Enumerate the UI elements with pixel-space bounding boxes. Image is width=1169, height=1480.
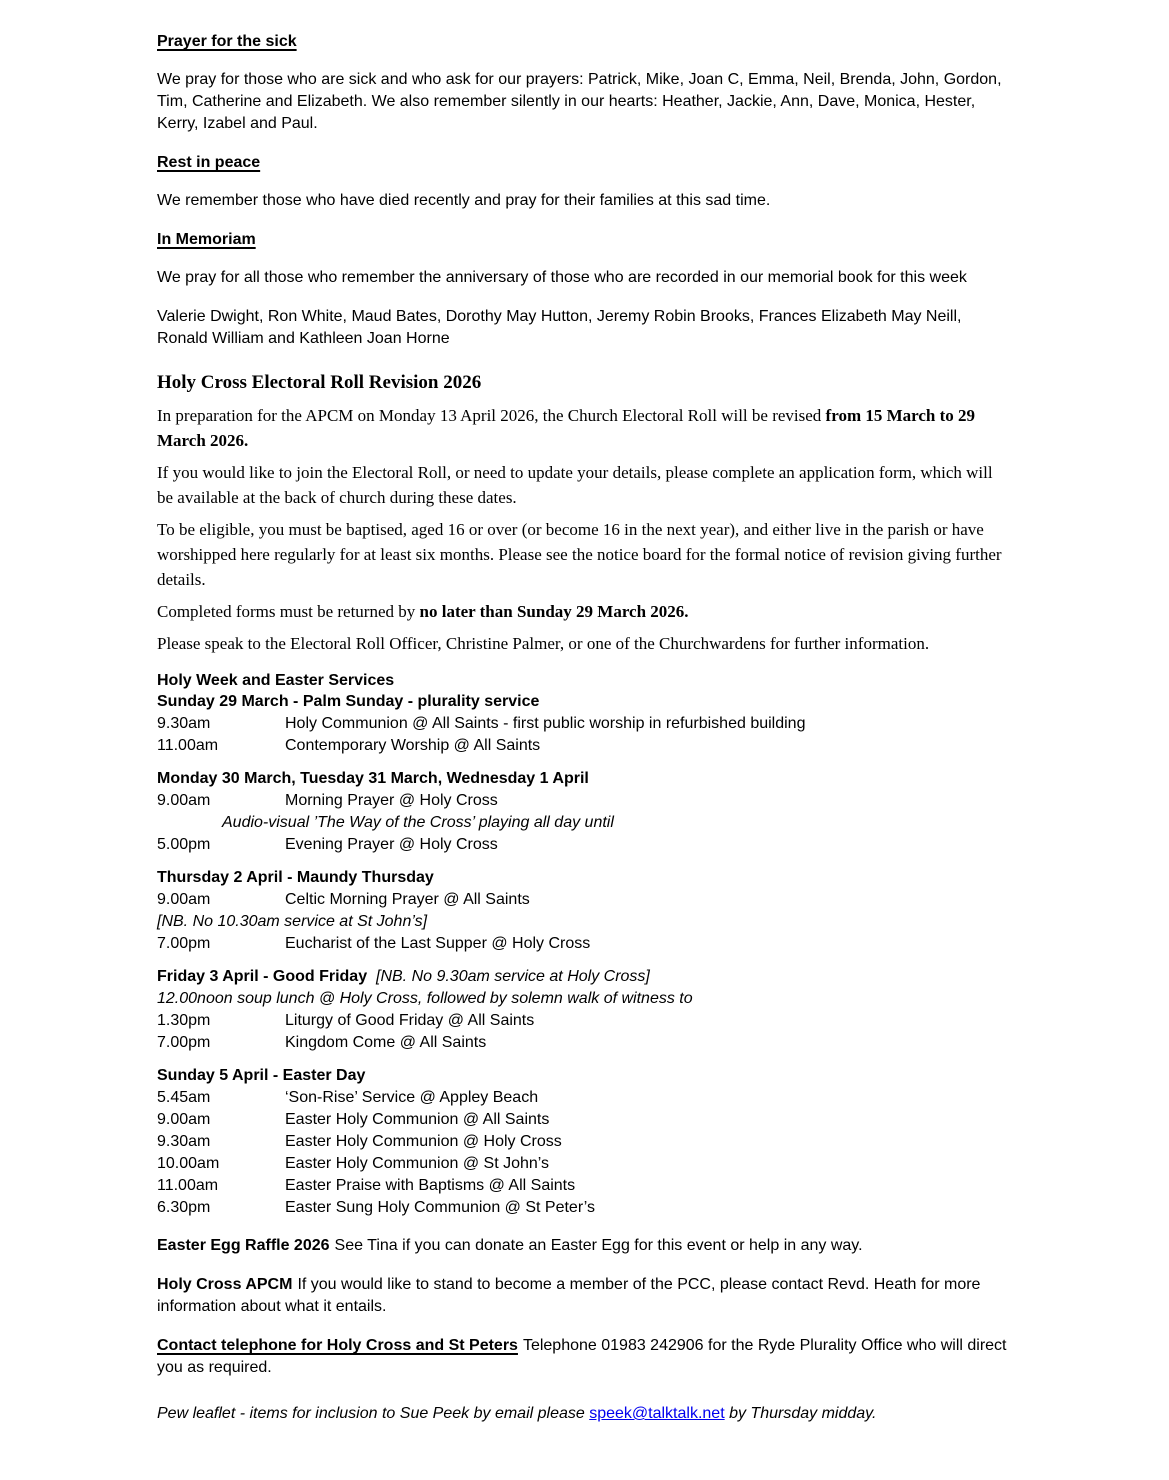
service-time: 9.00am xyxy=(157,1111,211,1128)
service-time: 7.00pm xyxy=(157,1034,211,1051)
electoral-p4-text: Completed forms must be returned by xyxy=(157,602,420,621)
service-group-easter-day xyxy=(157,1065,1012,1219)
service-note-st-johns: [NB. No 10.30am service at St John’s] xyxy=(157,913,428,930)
service-description: Easter Holy Communion @ All Saints xyxy=(285,1111,550,1128)
service-description: Easter Holy Communion @ St John’s xyxy=(285,1155,550,1172)
service-row xyxy=(157,834,1012,856)
service-group-maundy-thursday xyxy=(157,867,1012,955)
service-row xyxy=(157,1175,1012,1197)
service-row xyxy=(157,933,1012,955)
pew-leaflet-note xyxy=(157,1403,1012,1425)
service-row xyxy=(157,889,1012,911)
service-group-title: Sunday 5 April - Easter Day xyxy=(157,1067,366,1084)
service-time: 5.45am xyxy=(157,1089,211,1106)
easter-egg-raffle-text: See Tina if you can donate an Easter Egg for this event or help in any way. xyxy=(334,1237,863,1254)
service-description: Morning Prayer @ Holy Cross xyxy=(285,792,498,809)
service-description: Easter Sung Holy Communion @ St Peter’s xyxy=(285,1199,596,1216)
service-row xyxy=(157,1197,1012,1219)
service-group-title: Sunday 29 March - Palm Sunday - plurality service xyxy=(157,693,540,710)
service-group-title xyxy=(157,966,1012,988)
service-description: Easter Praise with Baptisms @ All Saints xyxy=(285,1177,576,1194)
prayer-for-sick-heading: Prayer for the sick xyxy=(157,33,297,50)
service-time: 9.30am xyxy=(157,715,211,732)
service-description: Celtic Morning Prayer @ All Saints xyxy=(285,891,530,908)
pew-leaflet-text-pre: Pew leaflet - items for inclusion to Sue Peek by email please xyxy=(157,1405,590,1422)
service-description: Liturgy of Good Friday @ All Saints xyxy=(285,1012,535,1029)
service-group-good-friday xyxy=(157,966,1012,1054)
service-time: 10.00am xyxy=(157,1155,220,1172)
service-time: 9.00am xyxy=(157,891,211,908)
contact-telephone-lead: Contact telephone for Holy Cross and St Peters xyxy=(157,1337,518,1354)
service-time: 7.00pm xyxy=(157,935,211,952)
rest-in-peace-heading: Rest in peace xyxy=(157,154,261,171)
service-group-monday-wednesday xyxy=(157,768,1012,856)
email-link[interactable]: speek@talktalk.net xyxy=(589,1405,725,1422)
service-description: ‘Son-Rise’ Service @ Appley Beach xyxy=(285,1089,539,1106)
service-time: 9.00am xyxy=(157,792,211,809)
electoral-roll-paragraph-4 xyxy=(157,599,1012,624)
service-description: Evening Prayer @ Holy Cross xyxy=(285,836,498,853)
in-memoriam-text: We pray for all those who remember the anniversary of those who are recorded in our memorial book for this week xyxy=(157,269,967,286)
service-time: 1.30pm xyxy=(157,1012,211,1029)
service-row xyxy=(157,1032,1012,1054)
service-row xyxy=(157,1087,1012,1109)
service-row xyxy=(157,735,1012,757)
group-title-text: Friday 3 April - Good Friday xyxy=(157,968,368,985)
apcm-text: If you would like to stand to become a member of the PCC, please contact Revd. Heath for more information about what it entails. xyxy=(157,1276,981,1315)
electoral-roll-paragraph-2: If you would like to join the Electoral Roll, or need to update your details, please complete an application form, which will be available at the back of church during these dates. xyxy=(157,463,993,507)
service-row xyxy=(157,1131,1012,1153)
in-memoriam-names: Valerie Dwight, Ron White, Maud Bates, Dorothy May Hutton, Jeremy Robin Brooks, Frances Elizabeth May Neill, Ronald William and Kathleen Joan Horne xyxy=(157,308,962,347)
prayer-for-sick-text: We pray for those who are sick and who ask for our prayers: Patrick, Mike, Joan C, Emma, Neil, Brenda, John, Gordon, Tim, Catherine and Elizabeth. We also remember silently in our hearts: Heather, Jackie, Ann, Dave, Monica, Hester, Kerry, Izabel and Paul. xyxy=(157,71,1002,132)
electoral-roll-paragraph-3: To be eligible, you must be baptised, aged 16 or over (or become 16 in the next year), and either live in the parish or have worshipped here regularly for at least six months. Please see the notice board for the formal notice of revision giving further details. xyxy=(157,520,1002,589)
service-row xyxy=(157,1153,1012,1175)
service-note-audio-visual: Audio-visual ’The Way of the Cross’ playing all day until xyxy=(222,814,614,831)
service-row xyxy=(157,1010,1012,1032)
electoral-roll-paragraph-5: Please speak to the Electoral Roll Officer, Christine Palmer, or one of the Churchwardens for further information. xyxy=(157,634,930,653)
electoral-roll-paragraph-1 xyxy=(157,403,1012,453)
service-row xyxy=(157,713,1012,735)
in-memoriam-heading: In Memoriam xyxy=(157,231,256,248)
electoral-p1-text: In preparation for the APCM on Monday 13 April 2026, the Church Electoral Roll will be revised xyxy=(157,406,826,425)
service-time: 9.30am xyxy=(157,1133,211,1150)
electoral-p1-bold-dates: from 15 March to 29 March 2026. xyxy=(157,406,976,450)
service-row xyxy=(157,790,1012,812)
service-group-title: Monday 30 March, Tuesday 31 March, Wednesday 1 April xyxy=(157,770,589,787)
service-row xyxy=(157,1109,1012,1131)
service-group-title: Thursday 2 April - Maundy Thursday xyxy=(157,869,434,886)
service-time: 11.00am xyxy=(157,737,219,754)
service-description: Easter Holy Communion @ Holy Cross xyxy=(285,1133,562,1150)
service-time: 11.00am xyxy=(157,1177,219,1194)
easter-egg-raffle-paragraph xyxy=(157,1235,1012,1257)
service-note-soup-lunch: 12.00noon soup lunch @ Holy Cross, followed by solemn walk of witness to xyxy=(157,990,693,1007)
service-time: 5.00pm xyxy=(157,836,211,853)
services-heading: Holy Week and Easter Services xyxy=(157,672,395,689)
service-group-palm-sunday xyxy=(157,691,1012,757)
contact-telephone-text: Telephone 01983 242906 for the Ryde Plurality Office who will direct you as required. xyxy=(157,1337,1007,1376)
apcm-lead: Holy Cross APCM xyxy=(157,1276,293,1293)
easter-egg-raffle-lead: Easter Egg Raffle 2026 xyxy=(157,1237,330,1254)
apcm-paragraph xyxy=(157,1274,1012,1318)
service-description: Holy Communion @ All Saints - first public worship in refurbished building xyxy=(285,715,806,732)
service-time: 6.30pm xyxy=(157,1199,211,1216)
service-description: Contemporary Worship @ All Saints xyxy=(285,737,541,754)
electoral-roll-heading: Holy Cross Electoral Roll Revision 2026 xyxy=(157,372,482,393)
service-title-note: [NB. No 9.30am service at Holy Cross] xyxy=(376,968,650,985)
service-description: Eucharist of the Last Supper @ Holy Cross xyxy=(285,935,591,952)
rest-in-peace-text: We remember those who have died recently and pray for their families at this sad time. xyxy=(157,192,771,209)
electoral-p4-bold-deadline: no later than Sunday 29 March 2026. xyxy=(419,602,689,621)
service-description: Kingdom Come @ All Saints xyxy=(285,1034,487,1051)
contact-telephone-paragraph xyxy=(157,1335,1012,1379)
pew-leaflet-text-post: by Thursday midday. xyxy=(724,1405,877,1422)
